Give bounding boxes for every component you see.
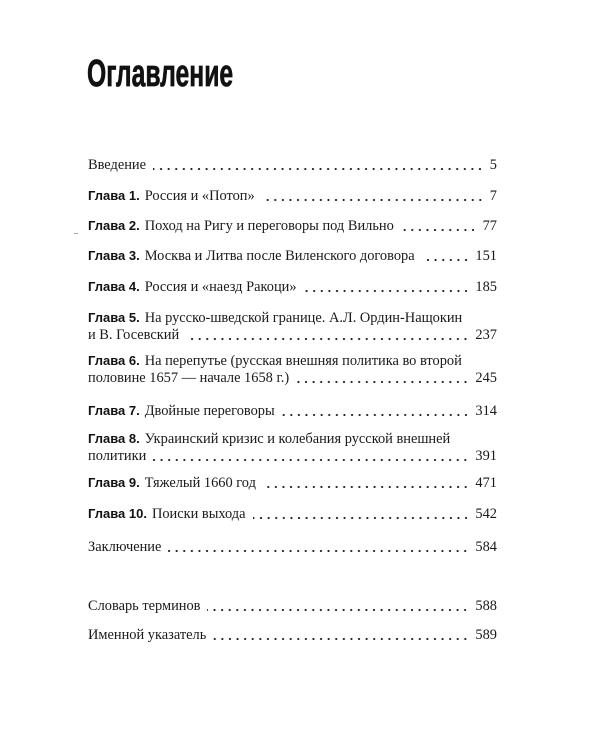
chapter-title: Украинский кризис и колебания русской внешней [144,431,451,447]
toc-line [88,403,497,420]
toc-line [88,310,497,327]
leader-dots [422,248,470,265]
entry-title: Словарь терминов [88,598,201,614]
chapter-title: На русско-шведской границе. А.Л. Ордин-Нащокин [144,310,463,326]
page-number: 237 [475,327,497,343]
entry-text [88,431,450,448]
chapter-label: Глава 4. [88,279,140,294]
toc-entry-glossary [88,598,497,615]
leader-dots [168,539,469,556]
leader-dots [304,279,470,296]
page-number: 7 [489,188,497,204]
toc-entry-introduction [88,157,497,174]
entry-title: Именной указатель [88,627,207,643]
toc-entry-chapter-8 [88,431,497,465]
leader-dots [401,218,477,235]
toc-entry-chapter-6 [88,353,497,387]
page-number: 314 [475,403,497,419]
chapter-label: Глава 2. [88,218,140,233]
chapter-title-continued: политики [88,448,147,464]
toc-entry-chapter-2 [88,218,497,235]
chapter-label: Глава 7. [88,403,140,418]
toc-line [88,506,497,523]
chapter-title: Поход на Ригу и переговоры под Вильно [144,218,394,234]
chapter-title-continued: и В. Госевский [88,327,180,343]
leader-dots [213,627,469,644]
entry-title: Заключение [88,539,162,555]
toc-line [88,431,497,448]
scan-mark [74,233,78,234]
entry-text [88,506,246,523]
page-number: 391 [475,448,497,464]
toc-entry-chapter-10 [88,506,497,523]
leader-dots [296,370,469,387]
toc-line [88,218,497,235]
page-number: 185 [475,279,497,295]
leader-dots [282,403,470,420]
entry-text [88,188,255,205]
toc-line [88,539,497,556]
page-number: 589 [475,627,497,643]
chapter-label: Глава 10. [88,506,147,521]
toc-line [88,448,497,465]
chapter-title: Поиски выхода [151,506,246,522]
chapter-label: Глава 3. [88,248,140,263]
leader-dots [253,506,470,523]
chapter-title: Россия и «наезд Ракоци» [144,279,297,295]
toc-entry-chapter-4 [88,279,497,296]
entry-text [88,248,415,265]
chapter-label: Глава 5. [88,310,140,325]
entry-text [88,353,462,370]
leader-dots [262,188,484,205]
page-number: 471 [475,475,497,491]
toc-entry-chapter-7 [88,403,497,420]
toc-line [88,475,497,492]
toc-line [88,188,497,205]
chapter-title: Москва и Литва после Виленского договора [144,248,415,264]
toc-line [88,627,497,644]
toc-line [88,279,497,296]
page-number: 588 [475,598,497,614]
entry-text [88,218,394,235]
entry-text [88,310,462,327]
toc-line [88,248,497,265]
toc-line [88,157,497,174]
chapter-title-continued: половине 1657 — начале 1658 г.) [88,370,290,386]
toc-line [88,327,497,344]
chapter-label: Глава 8. [88,431,140,446]
leader-dots [153,448,469,465]
page-number: 5 [489,157,497,173]
leader-dots [263,475,470,492]
page-number: 245 [475,370,497,386]
leader-dots [186,327,469,344]
toc-entry-chapter-1 [88,188,497,205]
page-title: Оглавление [87,53,234,95]
toc-entry-chapter-5 [88,310,497,344]
entry-text [88,279,297,296]
toc-line [88,353,497,370]
toc-line [88,598,497,615]
toc-entry-chapter-9 [88,475,497,492]
toc-line [88,370,497,387]
page-number: 584 [475,539,497,555]
entry-title: Введение [88,157,147,173]
toc-entry-conclusion [88,539,497,556]
page-number: 542 [475,506,497,522]
chapter-label: Глава 9. [88,475,140,490]
chapter-title: Двойные переговоры [144,403,275,419]
chapter-label: Глава 6. [88,353,140,368]
toc-entry-name-index [88,627,497,644]
chapter-title: На перепутье (русская внешняя политика во второй [144,353,462,369]
chapter-title: Россия и «Потоп» [144,188,255,204]
page-number: 151 [475,248,497,264]
leader-dots [153,157,484,174]
chapter-label: Глава 1. [88,188,140,203]
leader-dots [207,598,469,615]
page-number: 77 [482,218,497,234]
entry-text [88,475,256,492]
toc-entry-chapter-3 [88,248,497,265]
entry-text [88,403,275,420]
chapter-title: Тяжелый 1660 год [144,475,256,491]
